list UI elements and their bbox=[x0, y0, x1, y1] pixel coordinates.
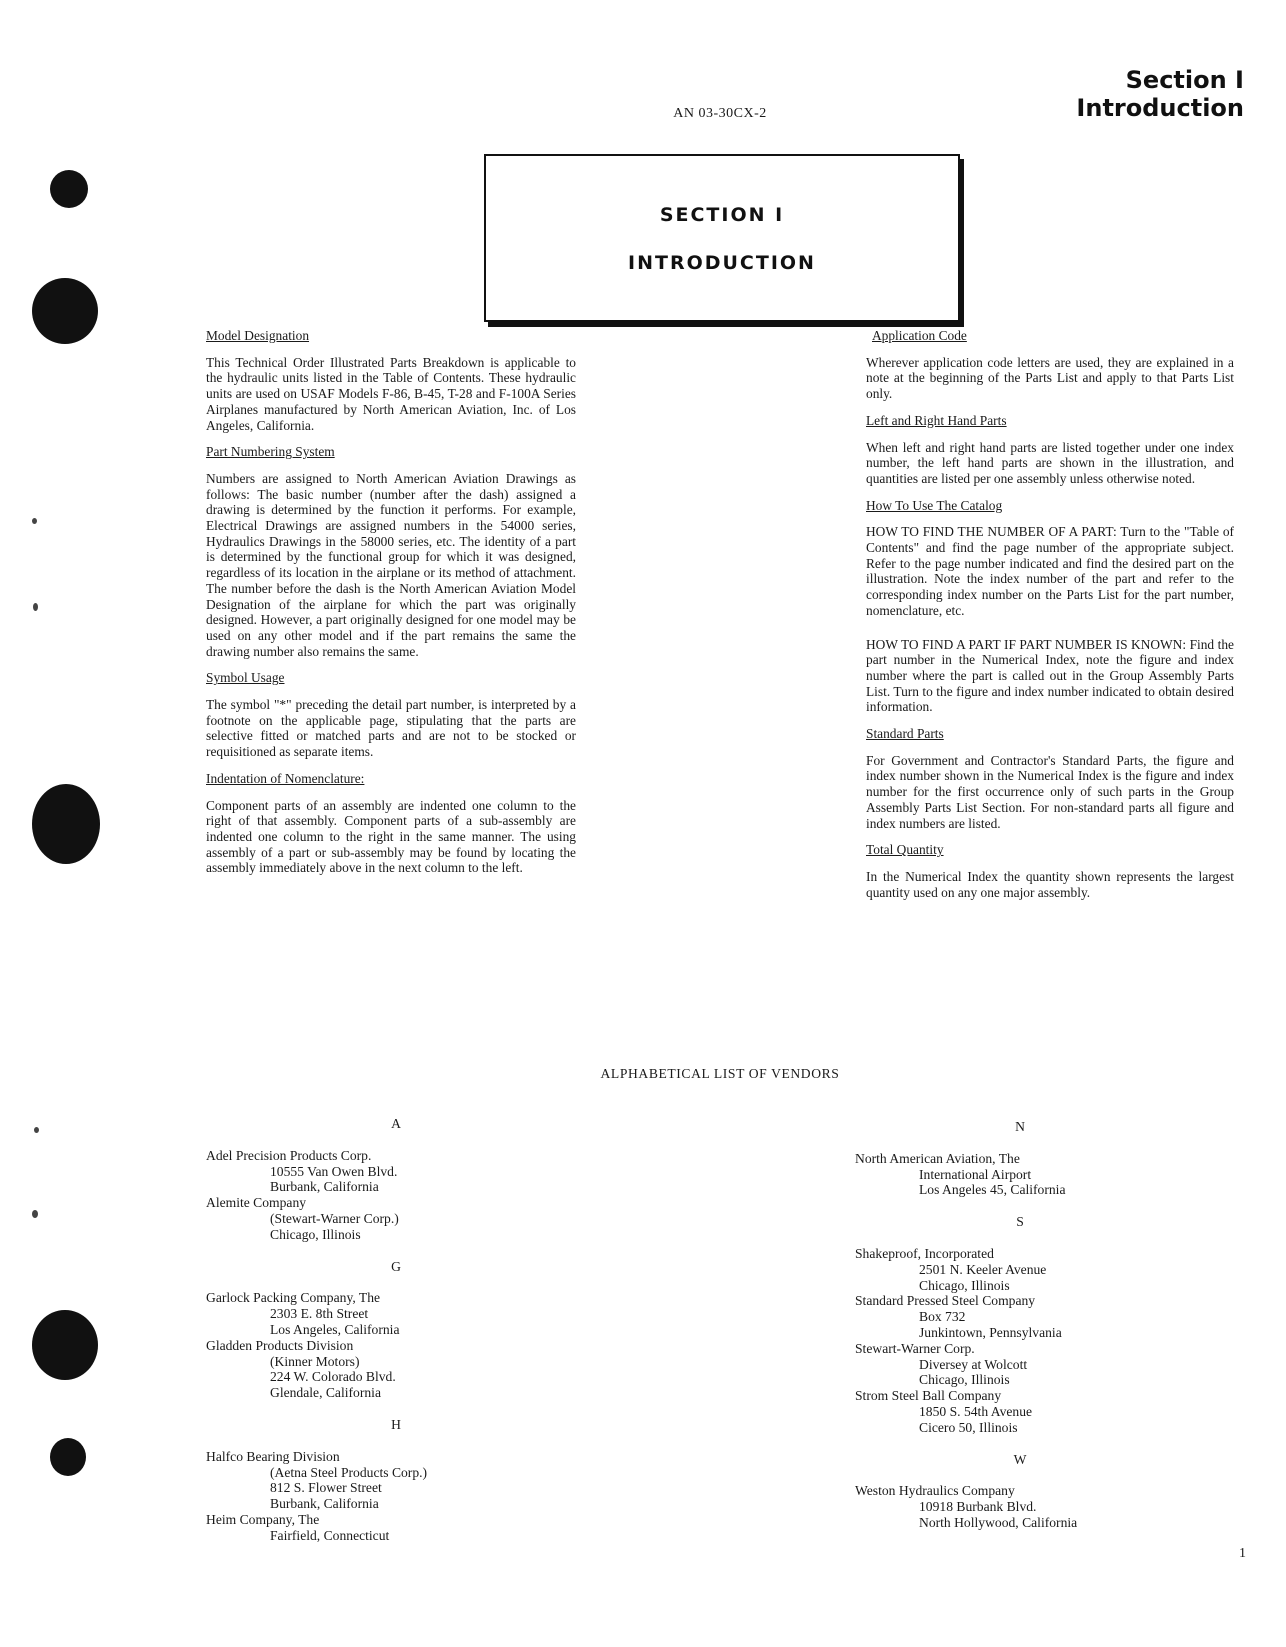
vendor-name: Heim Company, The bbox=[206, 1511, 320, 1527]
document-number: AN 03-30CX-2 bbox=[673, 106, 767, 121]
vendor-address-line: Chicago, Illinois bbox=[270, 1226, 361, 1242]
vendor-name: Halfco Bearing Division bbox=[206, 1448, 340, 1464]
vendor-address-line: 2303 E. 8th Street bbox=[270, 1306, 369, 1322]
standard-parts-heading: Standard Parts bbox=[866, 726, 944, 742]
model-designation-heading: Model Designation bbox=[206, 328, 310, 343]
scan-speck bbox=[32, 1210, 38, 1218]
indentation-heading: Indentation of Nomenclature: bbox=[206, 770, 365, 786]
how-to-find-number-text: HOW TO FIND THE NUMBER OF A PART: Turn to the "Table of Contents" and find the page number of the appropriate subject. Refer to the page number indicated and find the desired part on the illustration. Note the index number of the part and refer to the corresponding index number on the Parts List for the part number, nomenclature, etc. bbox=[866, 524, 1234, 618]
vendor-name: Alemite Company bbox=[206, 1195, 307, 1211]
part-numbering-text: Numbers are assigned to North American Aviation Drawings as follows: The basic number (number after the dash) assigned a drawing is determined by the function it performs. For example, Electrical Drawings are assigned numbers in the 54000 series, Hydraulics Drawings in the 58000 series, etc. The identity of a part is determined by the functional group for which it was designed, regardless of its location in the airplane or its method of attachment. The number before the dash is the North American Aviation Model Designation of the airplane for which the part was originally designed. However, a part originally designed for one model may be used on any other model and if the part remains the same the drawing number also remains the same. bbox=[206, 470, 576, 659]
vendor-address-line: 10918 Burbank Blvd. bbox=[919, 1499, 1037, 1515]
vendor-name: Strom Steel Ball Company bbox=[855, 1388, 1002, 1404]
vendor-address-line: (Stewart-Warner Corp.) bbox=[270, 1210, 399, 1226]
vendor-address-line: Glendale, California bbox=[270, 1385, 381, 1401]
scan-speck bbox=[34, 1127, 39, 1133]
vendor-address-line: 10555 Van Owen Blvd. bbox=[270, 1163, 398, 1179]
binder-hole bbox=[32, 1310, 98, 1380]
scan-speck bbox=[33, 603, 38, 611]
vendor-name: Gladden Products Division bbox=[206, 1337, 354, 1353]
section-number-title: SECTION I bbox=[659, 204, 785, 226]
section-title-box bbox=[484, 154, 960, 322]
vendor-name: North American Aviation, The bbox=[855, 1150, 1020, 1166]
total-quantity-text: In the Numerical Index the quantity shown represents the largest quantity used on any one major assembly. bbox=[866, 868, 1234, 900]
indentation-text: Component parts of an assembly are indented one column to the right of that assembly. Component parts of a sub-assembly are indented one column to the right in the same manner. The using assembly of a part or sub-assembly may be found by locating the assembly immediately above in the next column to the left. bbox=[206, 797, 576, 876]
left-right-parts-text: When left and right hand parts are listed together under one index number, the left hand parts are shown in the illustration, and quantities are listed per one assembly unless otherwise noted. bbox=[866, 439, 1234, 486]
vendor-address-line: Box 732 bbox=[919, 1309, 966, 1325]
vendor-address-line: Los Angeles 45, California bbox=[919, 1182, 1066, 1198]
vendor-address-line: Burbank, California bbox=[270, 1179, 379, 1195]
left-text-column bbox=[206, 328, 576, 887]
vendor-address-line: (Kinner Motors) bbox=[270, 1353, 360, 1369]
vendor-address-line: Burbank, California bbox=[270, 1496, 379, 1512]
vendor-name: Stewart-Warner Corp. bbox=[855, 1340, 975, 1356]
vendors-list-title: ALPHABETICAL LIST OF VENDORS bbox=[600, 1066, 840, 1081]
binder-hole bbox=[32, 278, 98, 344]
left-right-parts-heading: Left and Right Hand Parts bbox=[866, 412, 1007, 428]
vendor-letter-heading: A bbox=[391, 1116, 401, 1131]
vendor-name: Standard Pressed Steel Company bbox=[855, 1293, 1036, 1309]
vendor-address-line: Diversey at Wolcott bbox=[919, 1356, 1028, 1372]
vendor-letter-heading: G bbox=[391, 1258, 401, 1274]
vendor-letter-heading: S bbox=[1016, 1214, 1024, 1230]
vendor-address-line: Chicago, Illinois bbox=[919, 1372, 1010, 1388]
vendor-address-line: Cicero 50, Illinois bbox=[919, 1419, 1018, 1435]
standard-parts-text: For Government and Contractor's Standard Parts, the figure and index number shown in the Numerical Index is the figure and index number for the first occurrence only of such parts in the Group Assembly Parts List Section. For non-standard parts all figure and index numbers are listed. bbox=[866, 752, 1234, 831]
vendor-address-line: International Airport bbox=[919, 1166, 1032, 1182]
application-code-heading: Application Code bbox=[872, 328, 967, 343]
vendor-address-line: 224 W. Colorado Blvd. bbox=[270, 1369, 396, 1385]
vendor-address-line: 812 S. Flower Street bbox=[270, 1480, 382, 1496]
vendor-letter-heading: H bbox=[391, 1416, 401, 1432]
binder-hole bbox=[32, 784, 100, 864]
section-name-title: INTRODUCTION bbox=[628, 252, 816, 274]
how-to-find-part-text: HOW TO FIND A PART IF PART NUMBER IS KNOWN: Find the part number in the Numerical Index, note the figure and index number where the part is called out in the Group Assembly Parts List. Turn to the figure and index number indicated to obtain desired information. bbox=[866, 636, 1234, 715]
vendor-name: Adel Precision Products Corp. bbox=[206, 1147, 372, 1163]
page-number: 1 bbox=[1239, 1546, 1246, 1561]
scan-speck bbox=[32, 518, 37, 524]
vendors-right-column bbox=[855, 1115, 1255, 1531]
model-designation-text: This Technical Order Illustrated Parts Breakdown is applicable to the hydraulic units listed in the Table of Contents. These hydraulic units are used on USAF Models F-86, B-45, T-28 and F-100A Series Airplanes manufactured by North American Aviation, Inc. of Los Angeles, California. bbox=[206, 354, 576, 433]
vendors-left-column bbox=[206, 1112, 606, 1544]
vendor-address-line: Los Angeles, California bbox=[270, 1321, 400, 1337]
vendor-letter-heading: W bbox=[1013, 1451, 1027, 1467]
vendor-address-line: Fairfield, Connecticut bbox=[270, 1527, 390, 1543]
symbol-usage-text: The symbol "*" preceding the detail part number, is interpreted by a footnote on the applicable page, stipulating that the parts are selective fitted or matched parts and are not to be stocked or requisitioned as separate items. bbox=[206, 697, 576, 760]
vendor-address-line: Chicago, Illinois bbox=[919, 1277, 1010, 1293]
right-text-column bbox=[866, 328, 1234, 911]
application-code-text: Wherever application code letters are used, they are explained in a note at the beginning of the Parts List and apply to that Parts List only. bbox=[866, 354, 1234, 402]
vendor-address-line: North Hollywood, California bbox=[919, 1514, 1078, 1530]
vendor-name: Weston Hydraulics Company bbox=[855, 1483, 1015, 1499]
binder-hole bbox=[50, 1438, 86, 1476]
vendor-address-line: 2501 N. Keeler Avenue bbox=[919, 1261, 1047, 1277]
corner-section-title: Introduction bbox=[1076, 94, 1244, 122]
symbol-usage-heading: Symbol Usage bbox=[206, 670, 285, 686]
vendor-letter-heading: N bbox=[1015, 1119, 1025, 1134]
vendor-address-line: 1850 S. 54th Avenue bbox=[919, 1403, 1033, 1419]
vendor-address-line: (Aetna Steel Products Corp.) bbox=[270, 1464, 428, 1480]
vendor-name: Garlock Packing Company, The bbox=[206, 1290, 381, 1306]
vendor-address-line: Junkintown, Pennsylvania bbox=[919, 1324, 1062, 1340]
corner-section-label: Section I bbox=[1125, 66, 1244, 94]
how-to-use-heading: How To Use The Catalog bbox=[866, 497, 1003, 513]
part-numbering-heading: Part Numbering System bbox=[206, 444, 335, 460]
binder-hole bbox=[50, 170, 88, 208]
vendor-name: Shakeproof, Incorporated bbox=[855, 1245, 994, 1261]
total-quantity-heading: Total Quantity bbox=[866, 842, 944, 858]
